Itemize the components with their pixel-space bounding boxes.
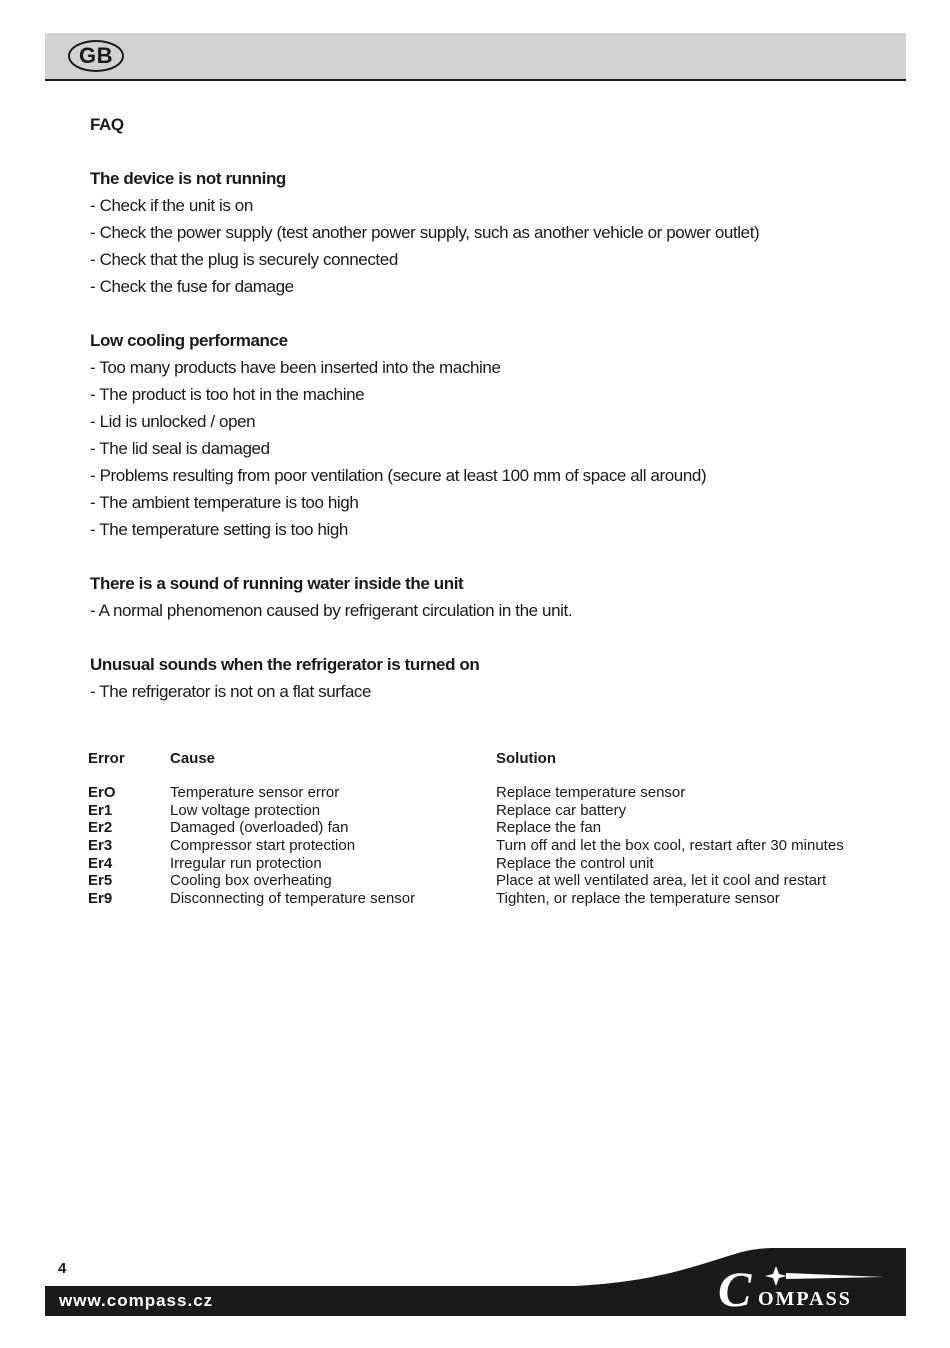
- faq-section: [90, 570, 890, 624]
- logo-initial: C: [718, 1261, 752, 1314]
- error-cause: Compressor start protection: [170, 837, 356, 855]
- list-item: - The refrigerator is not on a flat surface: [90, 682, 372, 701]
- section-heading: Unusual sounds when the refrigerator is turned on: [90, 655, 480, 674]
- section-heading: Low cooling performance: [90, 331, 288, 350]
- faq-section: [90, 651, 890, 705]
- list-item: - The temperature setting is too high: [90, 520, 348, 539]
- faq-section: [90, 327, 890, 543]
- error-solution: Replace the control unit: [496, 854, 654, 872]
- section-heading: The device is not running: [90, 169, 286, 188]
- list-item: - Check the power supply (test another power supply, such as another vehicle or power outlet): [90, 223, 760, 242]
- list-item: - Check if the unit is on: [90, 196, 253, 215]
- error-code: ErO: [88, 784, 116, 801]
- list-item: - The ambient temperature is too high: [90, 493, 359, 512]
- error-cause: Cooling box overheating: [170, 872, 332, 890]
- error-solution: Replace the fan: [496, 819, 602, 837]
- list-item: - Lid is unlocked / open: [90, 412, 256, 431]
- star-icon: [765, 1266, 787, 1286]
- list-item: - The product is too hot in the machine: [90, 385, 365, 404]
- column-header-solution: Solution: [496, 750, 556, 767]
- list-item: - Check the fuse for damage: [90, 277, 294, 296]
- error-solution: Tighten, or replace the temperature sensor: [496, 890, 780, 908]
- section-heading: There is a sound of running water inside the unit: [90, 574, 464, 593]
- list-item: - Problems resulting from poor ventilation (secure at least 100 mm of space all around): [90, 466, 707, 485]
- error-solution: Replace temperature sensor: [496, 784, 686, 801]
- faq-content: [90, 111, 890, 732]
- faq-section: [90, 165, 890, 300]
- error-code: Er2: [88, 819, 113, 837]
- error-code: Er3: [88, 837, 113, 855]
- list-item: - Check that the plug is securely connected: [90, 250, 398, 269]
- list-item: - The lid seal is damaged: [90, 439, 270, 458]
- compass-logo: [714, 1258, 894, 1314]
- error-cause: Low voltage protection: [170, 801, 321, 819]
- list-item: - A normal phenomenon caused by refrigerant circulation in the unit.: [90, 601, 573, 620]
- error-cause: Temperature sensor error: [170, 784, 340, 801]
- column-header-error: Error: [88, 750, 125, 767]
- page-number: 4: [58, 1260, 67, 1277]
- error-cause: Disconnecting of temperature sensor: [170, 890, 416, 908]
- error-code: Er5: [88, 872, 113, 890]
- footer-url-link[interactable]: www.compass.cz: [59, 1291, 214, 1310]
- star-ray-icon: [786, 1273, 884, 1279]
- error-code: Er9: [88, 890, 113, 908]
- error-solution: Turn off and let the box cool, restart after 30 minutes: [496, 837, 844, 855]
- list-item: - Too many products have been inserted into the machine: [90, 358, 501, 377]
- faq-title: FAQ: [90, 115, 124, 134]
- error-cause: Irregular run protection: [170, 854, 322, 872]
- error-solution: Place at well ventilated area, let it cool and restart: [496, 872, 827, 890]
- error-code: Er4: [88, 854, 113, 872]
- error-cause: Damaged (overloaded) fan: [170, 819, 349, 837]
- header-bar: [45, 33, 906, 81]
- column-header-cause: Cause: [170, 750, 216, 767]
- language-badge: GB: [68, 40, 124, 72]
- logo-rest: OMPASS: [758, 1288, 852, 1310]
- error-code: Er1: [88, 801, 113, 819]
- error-solution: Replace car battery: [496, 801, 627, 819]
